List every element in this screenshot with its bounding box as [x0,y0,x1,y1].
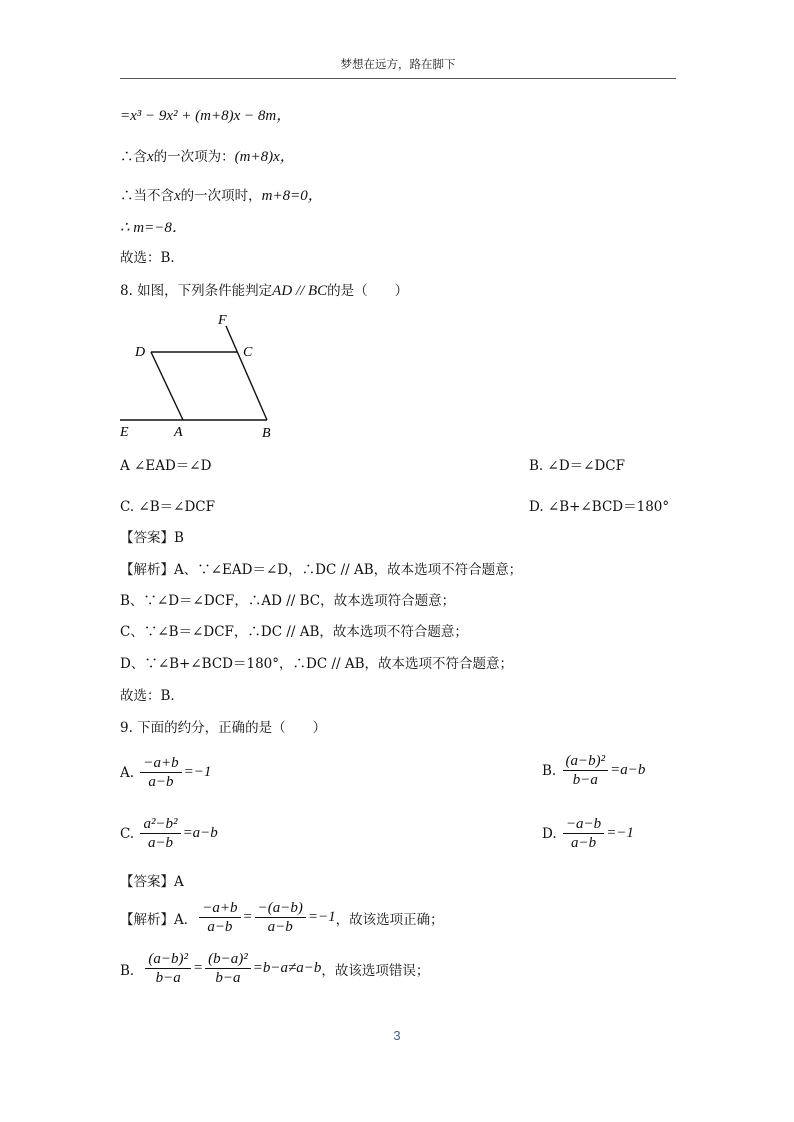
fraction [199,899,240,936]
q8-figure [115,308,285,443]
denominator: a−b [199,917,240,936]
verdict: ，故该选项错误； [321,962,430,979]
variable-x: x [174,188,181,204]
q8-explanation-d: D、∵∠B+∠BCD＝180°，∴DC // AB，故本选项不符合题意； [120,656,514,672]
q8-stem [120,281,408,301]
equals: = [242,909,253,925]
label-D: D [135,345,146,360]
denominator: a−b [563,833,604,852]
option-label: C. [120,825,135,842]
explanation-prefix: 【解析】A． [120,911,198,928]
q9-option-a [120,754,211,791]
q8-option-c: C. ∠B＝∠DCF [120,499,215,515]
condition-line [120,186,323,206]
result: =−1 [183,764,212,780]
q8-stem-text: 8. 如图，下列条件能判定 [120,283,273,299]
fraction [205,950,251,987]
denominator: a−b [140,833,180,852]
fraction [563,752,609,789]
numerator: (a−b)² [148,951,189,967]
q9-explanation-b [120,950,429,987]
option-label: B. [542,762,557,779]
fraction [140,754,181,791]
previous-answer: 故选：B． [120,250,184,266]
q8-answer: 【答案】B [120,530,184,546]
linear-term-text: 的一次项为： [153,149,235,165]
denominator: b−a [563,770,609,789]
numerator: (b−a)² [208,951,248,967]
q9-answer: 【答案】A [120,874,184,890]
option-label: D. [542,825,557,842]
q8-option-d: D. ∠B+∠BCD＝180° [529,499,670,515]
header-rule [120,78,676,79]
linear-term-line [120,147,295,167]
result: =a−b [610,762,646,778]
page-number: 3 [393,1028,401,1043]
numerator: −(a−b) [257,900,303,916]
numerator: −a−b [565,816,602,832]
result: =a−b [182,825,218,841]
denominator: a−b [140,772,181,791]
q9-stem: 9. 下面的约分，正确的是（ ） [120,720,327,736]
q8-select: 故选：B． [120,688,184,704]
fraction [145,950,191,987]
q9-option-b [542,752,645,789]
q9-explanation-a [120,899,444,936]
denominator: b−a [145,968,191,987]
ray-bcf [226,326,267,420]
m-value-line: ∴ m=−8． [120,220,187,236]
label-A: A [174,425,183,440]
fraction [140,815,180,852]
numerator: −a+b [202,900,238,916]
variable-x: x [147,149,154,165]
option-label: A. [120,764,135,781]
linear-term-expr: (m+8)x， [234,149,295,165]
q8-explanation-c: C、∵∠B＝∠DCF，∴DC // AB，故本选项不符合题意； [120,624,468,640]
numerator: a²−b² [143,816,178,832]
verdict: ，故该选项正确； [335,911,444,928]
therefore-text: ∴含 [120,149,147,165]
q8-stem-tail: 的是（ ） [327,283,409,299]
label-C: C [243,345,253,360]
condition-expr: m+8=0， [261,188,323,204]
q8-option-a: A ∠EAD＝∠D [120,458,212,474]
equals: = [193,960,204,976]
result: =−1 [307,909,336,925]
label-B: B [262,426,271,441]
explanation-prefix: B． [120,962,144,979]
numerator: (a−b)² [565,753,606,769]
fraction [563,815,604,852]
q8-option-b: B. ∠D＝∠DCF [529,458,625,474]
result: =−1 [606,825,634,841]
denominator: a−b [255,917,306,936]
q9-option-d [542,815,634,852]
expansion-result: =x³ − 9x² + (m+8)x − 8m， [120,108,292,124]
q8-stem-expr: AD // BC [272,283,328,299]
numerator: −a+b [143,755,179,771]
page-header: 梦想在远方，路在脚下 [340,57,456,71]
denominator: b−a [205,968,251,987]
label-E: E [120,425,129,440]
condition-text: 的一次项时， [180,188,262,204]
label-F: F [218,313,227,328]
therefore-text: ∴当不含 [120,188,174,204]
q8-explanation-b: B、∵∠D＝∠DCF，∴AD // BC，故本选项符合题意； [120,593,456,609]
fraction [255,899,306,936]
q9-option-c [120,815,218,852]
segment-da [151,352,183,420]
q8-explanation-a: 【解析】A、∵∠EAD＝∠D，∴DC // AB，故本选项不符合题意； [120,562,523,578]
result: =b−a≠a−b [252,960,322,976]
